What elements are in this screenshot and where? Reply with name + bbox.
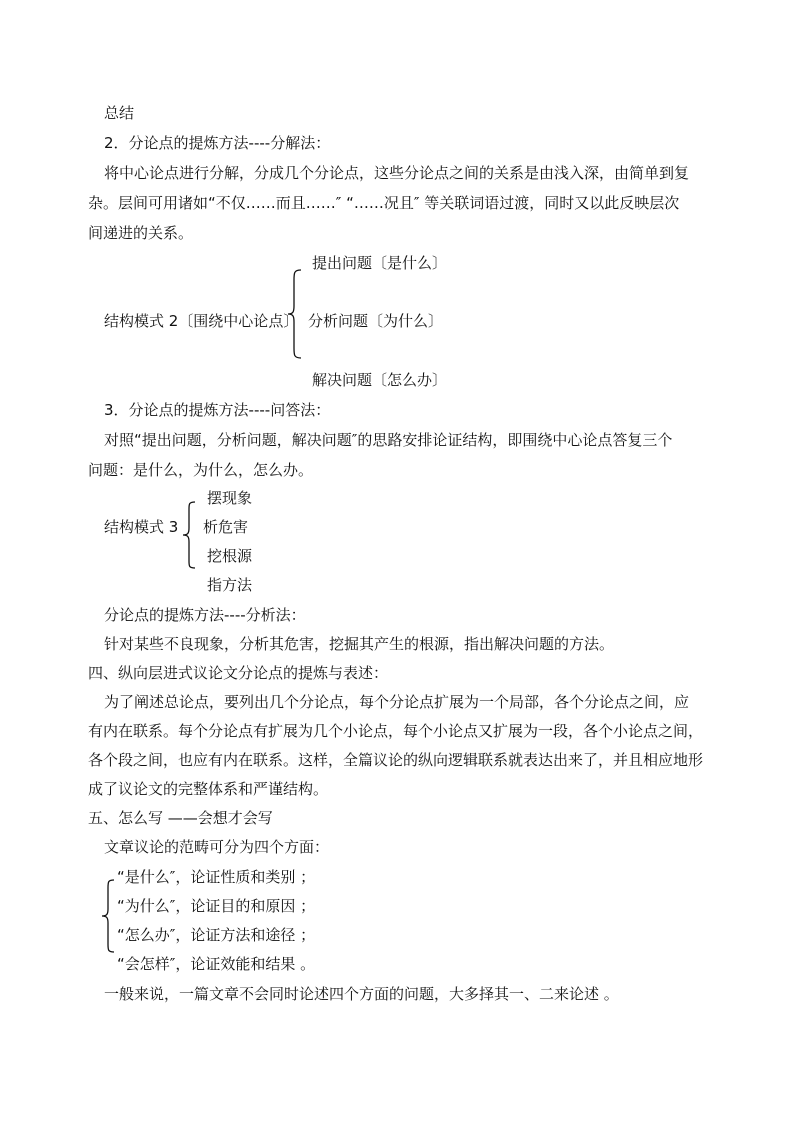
category-item: “是什么″，论证性质和类别 ； — [117, 868, 316, 886]
structure2-label: 结构模式 2〔围绕中心论点〕 — [104, 312, 299, 330]
text-line: 总结 — [104, 104, 135, 122]
section-heading-5: 五、怎么写 ——会想才会写 — [88, 809, 273, 827]
structure3-item: 析危害 — [203, 518, 249, 536]
structure2-item: 分析问题〔为什么〕 — [308, 312, 444, 330]
paragraph-line: 将中心论点进行分解，分成几个分论点，这些分论点之间的关系是由浅入深，由简单到复 — [104, 164, 690, 182]
paragraph-line: 针对某些不良现象，分析其危害，挖掘其产生的根源，指出解决问题的方法。 — [104, 635, 615, 653]
category-item: “怎么办″，论证方法和途径 ； — [117, 926, 316, 944]
paragraph-line: 一般来说，一篇文章不会同时论述四个方面的问题，大多择其一、二来论述 。 — [104, 985, 619, 1003]
structure3-item: 挖根源 — [207, 547, 253, 565]
paragraph-line: 成了议论文的完整体系和严谨结构。 — [88, 780, 329, 798]
structure3-label: 结构模式 3 — [104, 518, 179, 536]
heading-analysis-method: 分论点的提炼方法----分析法： — [104, 606, 306, 624]
structure2-item: 解决问题〔怎么办〕 — [312, 371, 448, 389]
structure3-item: 指方法 — [207, 576, 253, 594]
paragraph-line: 各个段之间，也应有内在联系。这样，全篇议论的纵向逻辑联系就表达出来了，并且相应地形 — [88, 751, 704, 769]
heading-decomposition-method: 2．分论点的提炼方法----分解法： — [104, 134, 331, 152]
category-item: “会怎样″，论证效能和结果 。 — [117, 955, 316, 973]
paragraph-line: 杂。层间可用诸如“不仅……而且……″ “……况且″ 等关联词语过渡，同时又以此反映层次 — [88, 194, 680, 212]
paragraph-line: 文章议论的范畴可分为四个方面： — [104, 838, 330, 856]
structure2-item: 提出问题〔是什么〕 — [312, 254, 448, 272]
paragraph-line: 间递进的关系。 — [88, 224, 194, 242]
structure2-brace — [285, 268, 305, 360]
paragraph-line: 为了阐述总论点，要列出几个分论点，每个分论点扩展为一个局部，各个分论点之间，应 — [104, 693, 690, 711]
heading-qa-method: 3．分论点的提炼方法----问答法： — [104, 401, 331, 419]
section-heading-4: 四、纵向层进式议论文分论点的提炼与表述： — [88, 664, 389, 682]
paragraph-line: 对照“提出问题，分析问题，解决问题″的思路安排论证结构，即围绕中心论点答复三个 — [104, 431, 673, 449]
structure3-item: 摆现象 — [207, 489, 253, 507]
categories-brace — [100, 878, 118, 954]
structure3-brace — [180, 500, 200, 570]
category-item: “为什么″，论证目的和原因 ； — [117, 897, 316, 915]
paragraph-line: 有内在联系。每个分论点有扩展为几个小论点，每个小论点又扩展为一段，各个小论点之间， — [88, 722, 704, 740]
paragraph-line: 问题：是什么，为什么，怎么办。 — [88, 461, 314, 479]
